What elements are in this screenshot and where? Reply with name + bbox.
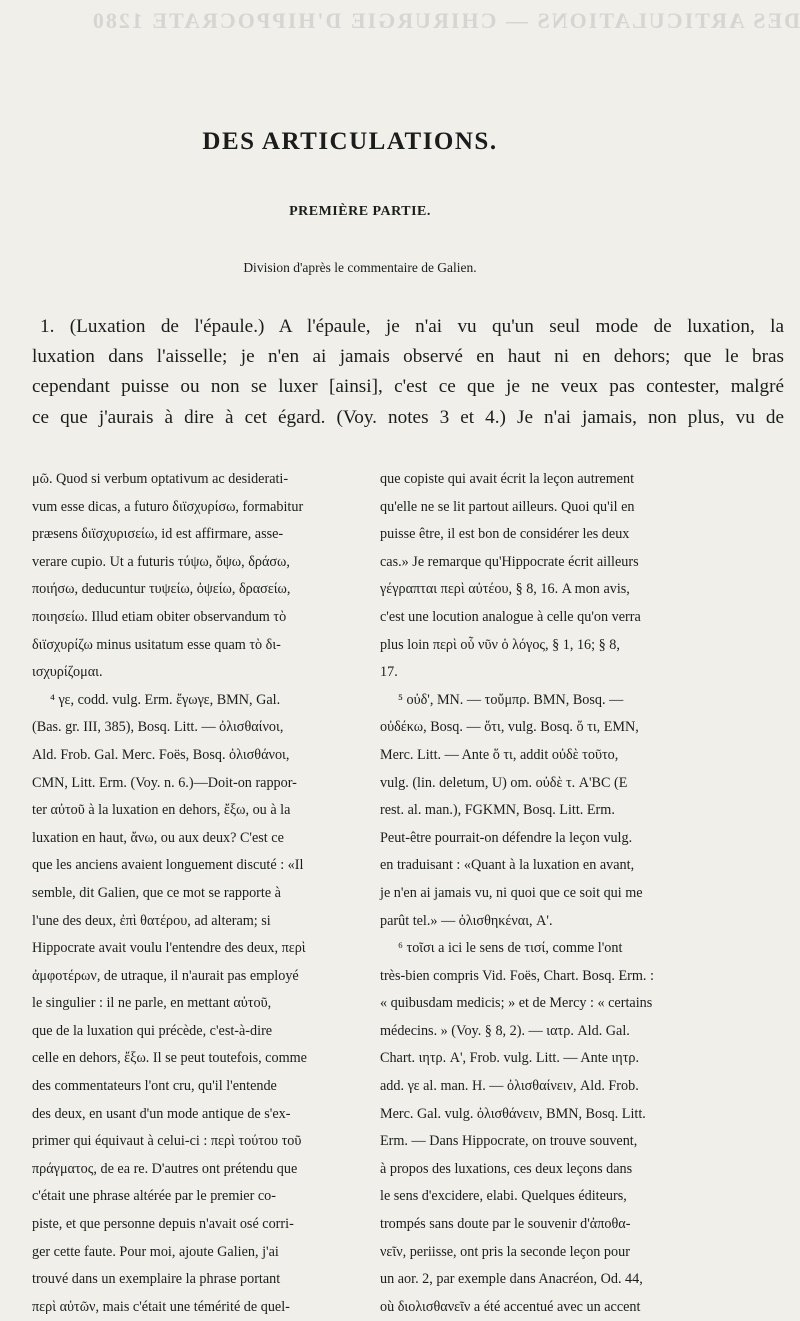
note-line: luxation en haut, ἄνω, ou aux deux? C'est ce bbox=[32, 829, 284, 846]
note-line: πράγματος, de ea re. D'autres ont prétendu que bbox=[32, 1160, 298, 1177]
note-line: ἀμφοτέρων, de utraque, il n'aurait pas employé bbox=[32, 967, 299, 984]
note-line: ter αὐτοῦ à la luxation en dehors, ἔξω, ou à la bbox=[32, 802, 291, 819]
note-line: où διολισθανεῖν a été accentué avec un accent bbox=[380, 1298, 641, 1315]
note-line: ποιησείω. Illud etiam obiter observandum τὸ bbox=[32, 608, 287, 625]
note-line: un aor. 2, par exemple dans Anacréon, Od. 44, bbox=[380, 1271, 643, 1288]
paragraph-line: 1. (Luxation de l'épaule.) A l'épaule, je n'ai vu qu'un seul mode de luxation, la bbox=[40, 316, 784, 337]
note-line: le singulier : il ne parle, en mettant αὐτοῦ, bbox=[32, 995, 272, 1012]
note-line: Chart. ιητρ. A', Frob. vulg. Litt. — Ante ιητρ. bbox=[380, 1050, 640, 1067]
note-line: que les anciens avaient longuement discuté : «Il bbox=[32, 857, 304, 874]
note-line: parût tel.» — ὀλισθηκέναι, A'. bbox=[380, 912, 553, 929]
note-line: ⁵ οὐδ', MN. — τοὔμπρ. BMN, Bosq. — bbox=[398, 691, 624, 708]
paragraph-line: luxation dans l'aisselle; je n'en ai jamais observé en haut ni en dehors; que le bras bbox=[32, 346, 784, 368]
footnote-column-right bbox=[380, 466, 726, 1321]
paragraph-line: cependant puisse ou non se luxer [ainsi], c'est ce que je ne veux pas contester, malgré bbox=[32, 376, 784, 398]
note-line: (Bas. gr. III, 385), Bosq. Litt. — ὀλισθαίνοι, bbox=[32, 719, 284, 736]
note-line: que de la luxation qui précède, c'est-à-dire bbox=[32, 1022, 273, 1039]
note-line: Peut-être pourrait-on défendre la leçon vulg. bbox=[380, 829, 633, 846]
note-line: je n'en ai jamais vu, ni quoi que ce soit qui me bbox=[380, 884, 643, 901]
note-line: 17. bbox=[380, 664, 398, 681]
note-line: « quibusdam medicis; » et de Mercy : « certains bbox=[380, 995, 653, 1012]
note-line: vum esse dicas, a futuro διϊσχυρίσω, formabitur bbox=[32, 498, 304, 515]
note-line: ger cette faute. Pour moi, ajoute Galien, j'ai bbox=[32, 1243, 279, 1260]
note-line: l'une des deux, ἐπὶ θατέρου, ad alteram; si bbox=[32, 912, 271, 929]
note-line: γέγραπται περὶ αὐτέου, § 8, 16. A mon avis, bbox=[380, 581, 630, 598]
note-line: præsens διϊσχυρισείω, id est affirmare, asse- bbox=[32, 526, 284, 543]
note-line: primer qui équivaut à celui-ci : περὶ τούτου τοῦ bbox=[32, 1133, 302, 1150]
note-line: puisse être, il est bon de considérer les deux bbox=[380, 526, 630, 543]
note-line: des deux, en usant d'un mode antique de s'ex- bbox=[32, 1105, 291, 1122]
note-line: celle en dehors, ἔξω. Il se peut toutefois, comme bbox=[32, 1050, 307, 1067]
note-line: Erm. — Dans Hippocrate, on trouve souvent, bbox=[380, 1133, 638, 1150]
note-line: add. γε al. man. H. — ὀλισθαίνειν, Ald. Frob. bbox=[380, 1078, 639, 1095]
note-line: c'est une locution analogue à celle qu'on verra bbox=[380, 608, 641, 625]
note-line: Hippocrate avait voulu l'entendre des deux, περὶ bbox=[32, 940, 306, 957]
note-line: νεῖν, periisse, ont pris la seconde leçon pour bbox=[380, 1243, 630, 1260]
part-title: PREMIÈRE PARTIE. bbox=[289, 204, 431, 219]
division-subtitle: Division d'après le commentaire de Galien. bbox=[243, 260, 477, 275]
note-line: très-bien compris Vid. Foës, Chart. Bosq. Erm. : bbox=[380, 967, 654, 984]
note-line: qu'elle ne se lit partout ailleurs. Quoi qu'il en bbox=[380, 498, 635, 515]
note-line: rest. al. man.), FGKMN, Bosq. Litt. Erm. bbox=[380, 802, 615, 819]
note-line: ⁴ γε, codd. vulg. Erm. ἔγωγε, BMN, Gal. bbox=[50, 691, 281, 708]
note-line: des commentateurs l'ont cru, qu'il l'entende bbox=[32, 1078, 277, 1095]
paragraph-line: ce que j'aurais à dire à cet égard. (Voy. notes 3 et 4.) Je n'ai jamais, non plus, vu de bbox=[32, 406, 784, 428]
note-line: trouvé dans un exemplaire la phrase portant bbox=[32, 1271, 281, 1288]
note-line: que copiste qui avait écrit la leçon autrement bbox=[380, 471, 635, 487]
note-line: piste, et que personne depuis n'avait osé corri- bbox=[32, 1216, 294, 1233]
note-line: c'était une phrase altérée par le premier co- bbox=[32, 1188, 276, 1205]
note-line: Merc. Gal. vulg. ὀλισθάνειν, BMN, Bosq. Litt. bbox=[380, 1105, 646, 1122]
footnote-column-left bbox=[32, 466, 360, 1321]
note-line: διϊσχυρίζω minus usitatum esse quam τὸ δι- bbox=[32, 636, 281, 653]
note-line: verare cupio. Ut a futuris τύψω, ὄψω, δράσω, bbox=[32, 553, 290, 570]
note-line: μῶ. Quod si verbum optativum ac desiderati- bbox=[32, 471, 289, 487]
note-line: περὶ αὐτῶν, mais c'était une témérité de quel- bbox=[32, 1298, 290, 1315]
note-line: Ald. Frob. Gal. Merc. Foës, Bosq. ὀλισθάνοι, bbox=[32, 746, 290, 763]
note-line: plus loin περὶ οὗ νῦν ὁ λόγος, § 1, 16; § 8, bbox=[380, 636, 620, 653]
bleed-through-header: DES ARTICULATIONS — CHIRURGIE D'HIPPOCRATE 1280 bbox=[90, 8, 800, 33]
note-line: en traduisant : «Quant à la luxation en avant, bbox=[380, 857, 635, 874]
note-line: ποιήσω, deducuntur τυψείω, ὀψείω, δρασείω, bbox=[32, 581, 291, 598]
note-line: à propos des luxations, ces deux leçons dans bbox=[380, 1160, 633, 1177]
note-line: médecins. » (Voy. § 8, 2). — ιατρ. Ald. Gal. bbox=[380, 1022, 630, 1039]
note-line: vulg. (lin. deletum, U) om. οὐδὲ τ. A'BC (E bbox=[380, 774, 628, 791]
note-line: οὐδέκω, Bosq. — ὅτι, vulg. Bosq. ὅ τι, EMN, bbox=[380, 719, 639, 736]
note-line: cas.» Je remarque qu'Hippocrate écrit ailleurs bbox=[380, 553, 639, 570]
note-line: le sens d'excidere, elabi. Quelques éditeurs, bbox=[380, 1188, 627, 1205]
note-line: ⁶ τοῖσι a ici le sens de τισί, comme l'ont bbox=[398, 940, 623, 957]
note-line: trompés sans doute par le souvenir d'ἀποθα- bbox=[380, 1216, 631, 1233]
note-line: ισχυρίζομαι. bbox=[32, 664, 103, 681]
note-line: Merc. Litt. — Ante ὅ τι, addit οὐδὲ τοῦτο, bbox=[380, 746, 619, 763]
note-line: CMN, Litt. Erm. (Voy. n. 6.)—Doit-on rappor- bbox=[32, 774, 297, 791]
main-paragraph bbox=[32, 312, 784, 433]
note-line: semble, dit Galien, que ce mot se rapporte à bbox=[32, 884, 281, 901]
section-title: DES ARTICULATIONS. bbox=[202, 128, 498, 155]
